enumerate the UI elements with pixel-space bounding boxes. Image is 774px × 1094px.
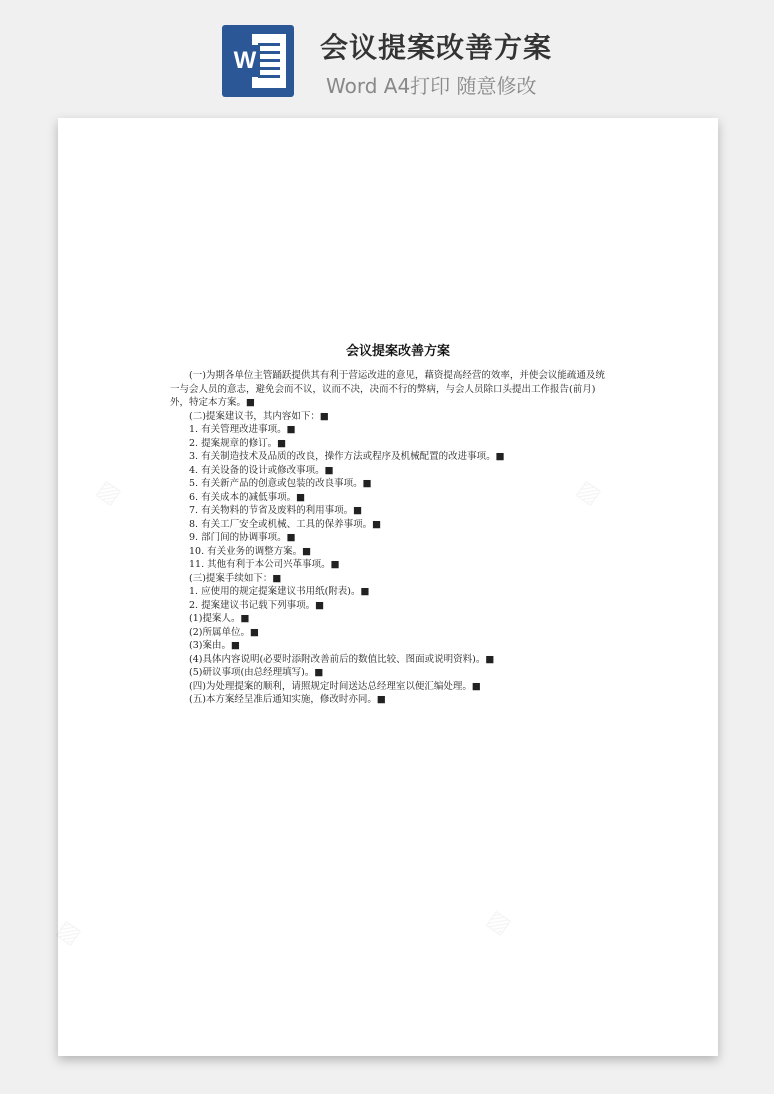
document-line: (五)本方案经呈准后通知实施，修改时亦同。■ — [189, 694, 386, 705]
document-page — [58, 118, 718, 1056]
watermark-decoration — [52, 914, 87, 950]
document-line: (5)研议事项(由总经理填写)。■ — [189, 667, 324, 678]
document-title: 会议提案改善方案 — [345, 344, 450, 359]
document-line: (三)提案手续如下：■ — [189, 572, 282, 584]
document-line: 6. 有关成本的减低事项。■ — [189, 491, 306, 503]
document-line: (四)为处理提案的顺利，请照规定时间送达总经理室以便汇编处理。■ — [189, 680, 481, 692]
document-line: (二)提案建议书，其内容如下：■ — [189, 410, 329, 422]
document-line: 2. 提案建议书记载下列事项。■ — [189, 599, 325, 611]
document-body — [170, 369, 610, 707]
document-line: 1. 应使用的规定提案建议书用纸(附表)。■ — [189, 586, 370, 597]
page-title: 会议提案改善方案 — [320, 31, 553, 64]
word-icon — [222, 25, 294, 97]
document-line: 11. 其他有利于本公司兴革事项。■ — [189, 559, 340, 570]
document-line: 8. 有关工厂安全或机械、工具的保养事项。■ — [189, 518, 382, 530]
page-subtitle: Word A4打印 随意修改 — [326, 74, 537, 98]
document-line: 5. 有关新产品的创意或包装的改良事项。■ — [189, 478, 372, 489]
document-lines — [170, 410, 610, 707]
document-line: (2)所属单位。■ — [189, 626, 259, 638]
word-icon-letter: W — [230, 45, 260, 77]
document-line: 1. 有关管理改进事项。■ — [189, 424, 296, 435]
document-line: 9. 部门间的协调事项。■ — [189, 532, 296, 543]
watermark-decoration — [92, 474, 127, 510]
document-line: 10. 有关业务的调整方案。■ — [189, 545, 312, 557]
document-line: 2. 提案规章的修订。■ — [189, 437, 287, 449]
header — [0, 0, 774, 110]
watermark-decoration — [482, 904, 517, 940]
document-line: 7. 有关物料的节省及废料的利用事项。■ — [189, 505, 363, 516]
document-line: (1)提案人。■ — [189, 613, 250, 624]
document-line: (3)案由。■ — [189, 640, 240, 651]
document-line: (4)具体内容说明(必要时添附改善前后的数值比较、图面或说明资料)。■ — [189, 653, 495, 665]
intro-paragraph: (一)为期各单位主管踊跃提供其有利于营运改进的意见，藉资提高经营的效率，并使会议能疏通及统一与会人员的意志，避免会而不议，议而不决，决而不行的弊病，与会人员除口头提出工作报告(前月)外，特定本方案。■ — [170, 370, 605, 408]
document-line: 4. 有关设备的设计或修改事项。■ — [189, 464, 334, 476]
document-line: 3. 有关制造技术及品质的改良，操作方法或程序及机械配置的改进事项。■ — [189, 451, 505, 462]
